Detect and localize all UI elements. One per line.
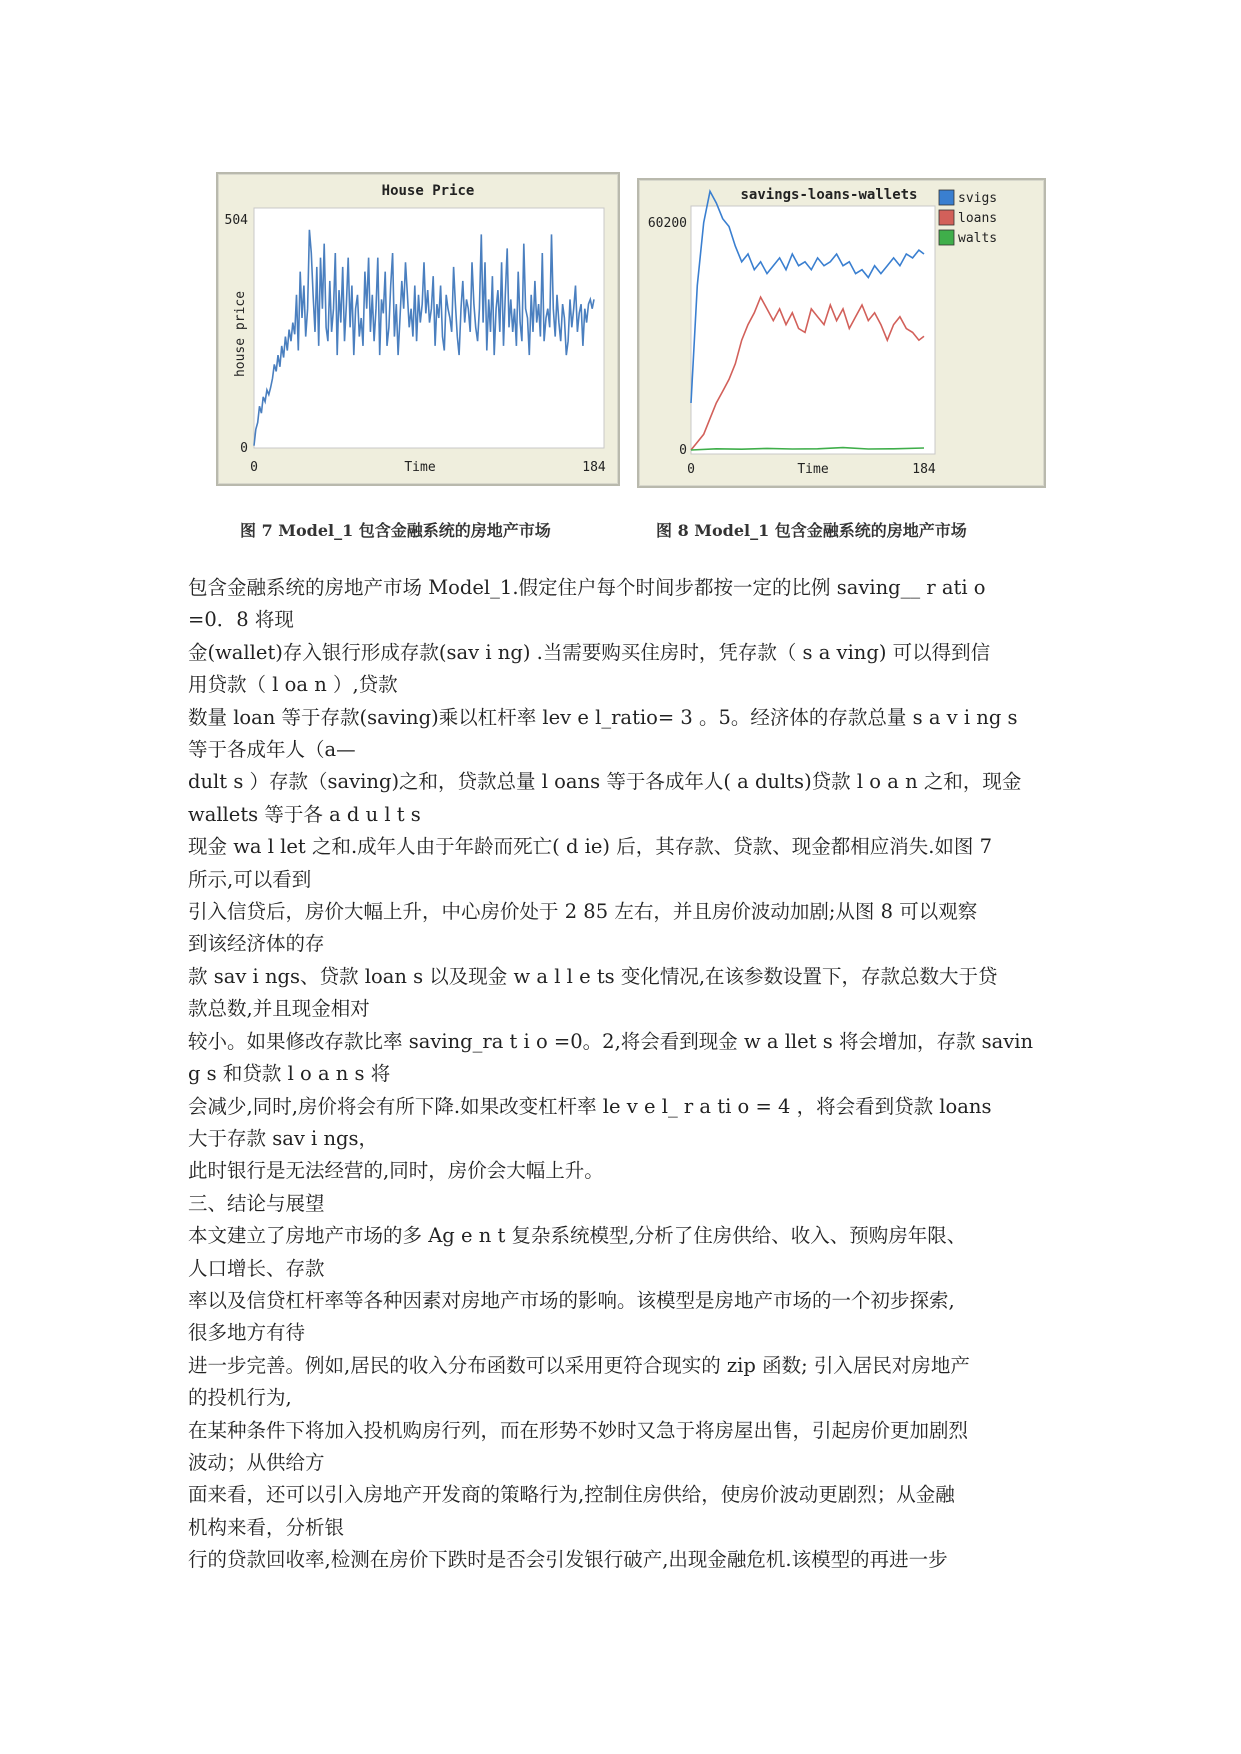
text-line: 会减少,同时,房价将会有所下降.如果改变杠杆率 le v e l_ r a ti o = 4 ，将会看到贷款 loans [188, 1094, 992, 1118]
text-line: 用贷款（ l oa n ）,贷款 [188, 673, 398, 697]
x-tick-max: 184 [912, 462, 936, 477]
text-line: 行的贷款回收率,检测在房价下跌时是否会引发银行破产,出现金融危机.该模型的再进一步 [188, 1548, 948, 1572]
text-line: 金(wallet)存入银行形成存款(sav i ng) .当需要购买住房时，凭存款（ s a ving) 可以得到信 [188, 640, 991, 664]
house-price-chart [216, 172, 620, 486]
text-line: 在某种条件下将加入投机购房行列，而在形势不妙时又急于将房屋出售，引起房价更加剧烈 [188, 1418, 969, 1442]
text-line: 款总数,并且现金相对 [188, 997, 370, 1021]
text-line: 引入信贷后，房价大幅上升，中心房价处于 2 85 左右，并且房价波动加剧;从图 8 可以观察 [188, 900, 978, 924]
y-axis-label: house price [233, 290, 248, 378]
text-line: 人口增长、存款 [188, 1256, 325, 1280]
legend-swatch-walts [939, 230, 954, 245]
text-line: 大于存款 sav i ngs， [188, 1126, 379, 1150]
legend-swatch-loans [939, 210, 954, 225]
legend-swatch-svigs [939, 190, 954, 205]
body-text [188, 572, 1052, 1577]
text-line: 机构来看，分析银 [188, 1515, 345, 1539]
text-line: 的投机行为, [188, 1386, 292, 1410]
x-tick-min: 0 [687, 462, 695, 477]
text-line: 等于各成年人（a— [188, 738, 356, 762]
text-line: 此时银行是无法经营的,同时，房价会大幅上升。 [188, 1159, 604, 1183]
text-line: dult s ）存款（saving)之和，贷款总量 l oans 等于各成年人( a dults)贷款 l o a n 之和，现金 [188, 770, 1022, 794]
y-tick-max: 60200 [647, 216, 687, 231]
text-line: wallets 等于各 a d u l t s [188, 802, 421, 826]
chart-title: savings-loans-wallets [740, 187, 918, 203]
text-line: 较小。如果修改存款比率 saving_ra t i o =0。2,将会看到现金 w a llet s 将会增加，存款 savin [188, 1029, 1034, 1053]
x-axis-label: Time [797, 462, 829, 477]
legend-label-svigs: svigs [958, 191, 998, 206]
y-tick-min: 0 [679, 443, 687, 458]
text-line: 款 sav i ngs、贷款 loan s 以及现金 w a l l e ts 变化情况,在该参数设置下，存款总数大于贷 [188, 964, 998, 988]
text-line: 现金 wa l let 之和.成年人由于年龄而死亡( d ie) 后，其存款、贷款、现金都相应消失.如图 7 [188, 835, 993, 859]
figure-8-caption: 图 8 Model_1 包含金融系统的房地产市场 [656, 521, 967, 540]
plot-area [691, 206, 935, 454]
text-line: 面来看，还可以引入房地产开发商的策略行为,控制住房供给，使房价波动更剧烈；从金融 [188, 1483, 955, 1507]
y-tick-max: 504 [224, 213, 248, 228]
chart-title: House Price [381, 183, 475, 199]
text-line: 波动；从供给方 [188, 1450, 325, 1474]
legend [939, 190, 997, 246]
figure-7-caption: 图 7 Model_1 包含金融系统的房地产市场 [240, 521, 551, 540]
text-line: 包含金融系统的房地产市场 Model_1.假定住户每个时间步都按一定的比例 saving__ r ati o [188, 576, 986, 599]
x-tick-min: 0 [250, 460, 258, 475]
text-line: 很多地方有待 [188, 1321, 306, 1345]
x-tick-max: 184 [582, 460, 606, 475]
house-price-chart-svg [218, 174, 618, 484]
legend-label-loans: loans [958, 211, 998, 226]
x-axis-label: Time [404, 460, 436, 475]
text-line: =0．8 将现 [188, 608, 294, 632]
text-line: 率以及信贷杠杆率等各种因素对房地产市场的影响。该模型是房地产市场的一个初步探索, [188, 1288, 955, 1312]
text-line: 所示,可以看到 [188, 867, 312, 891]
text-line: 进一步完善。例如,居民的收入分布函数可以采用更符合现实的 zip 函数; 引入居民对房地产 [188, 1353, 970, 1377]
legend-label-walts: walts [958, 231, 998, 246]
text-line: g s 和贷款 l o a n s 将 [188, 1062, 391, 1086]
text-line: 本文建立了房地产市场的多 Ag e n t 复杂系统模型,分析了住房供给、收入、预购房年限、 [188, 1224, 967, 1248]
y-tick-min: 0 [240, 441, 248, 456]
text-line: 三、结论与展望 [188, 1191, 325, 1215]
text-line: 到该经济体的存 [188, 932, 325, 956]
savings-loans-wallets-chart-svg [639, 180, 1044, 486]
savings-loans-wallets-chart [637, 178, 1046, 488]
text-line: 数量 loan 等于存款(saving)乘以杠杆率 lev e l_ratio= 3 。5。经济体的存款总量 s a v i ng s [188, 705, 1018, 729]
